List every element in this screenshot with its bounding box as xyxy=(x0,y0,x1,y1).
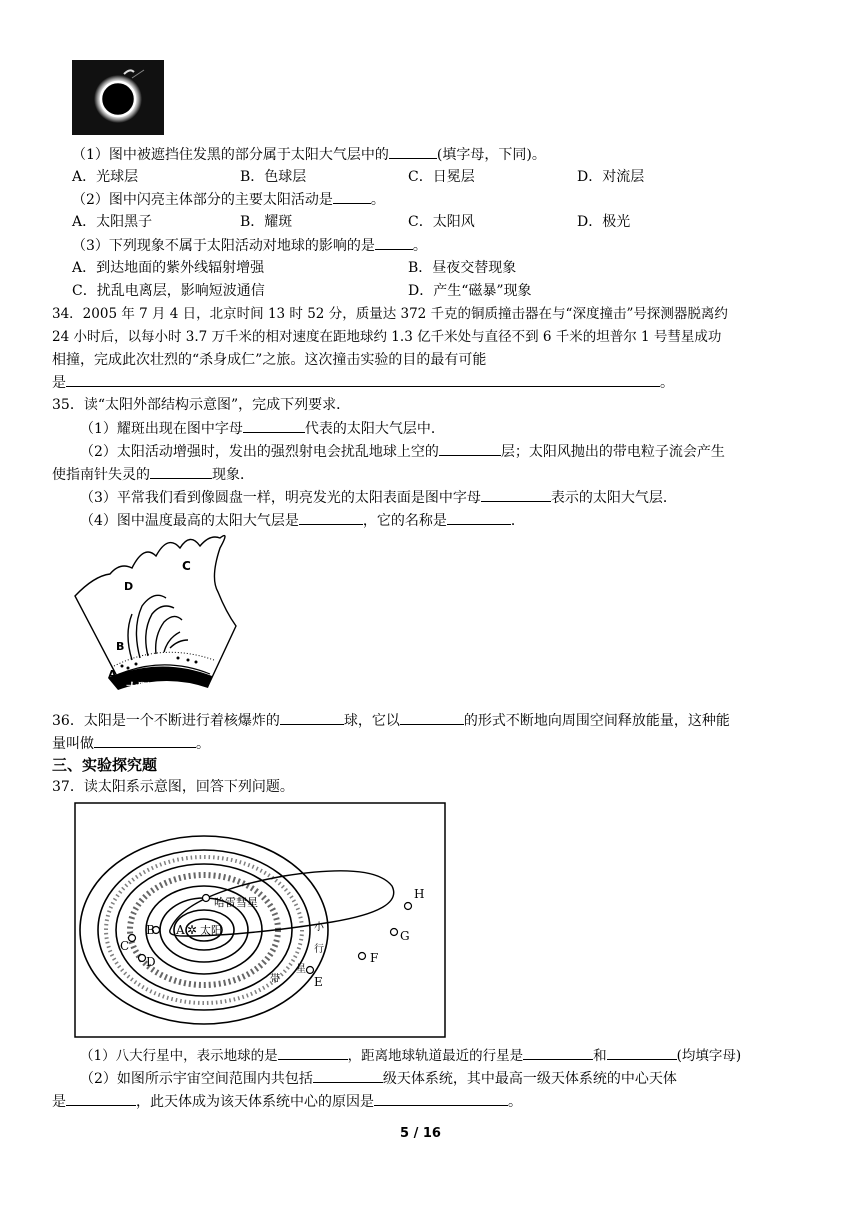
q35-sub2-mid: 层；太阳风抛出的带电粒子流会产生 xyxy=(500,444,725,460)
label-asteroid-belt-4: 带 xyxy=(270,974,280,985)
q33-sub2 xyxy=(72,189,385,210)
q33-opt3-d: D．产生“磁暴”现象 xyxy=(408,283,532,299)
q37-sub1-mid2: 和 xyxy=(593,1048,607,1064)
q36-line2-tail: 。 xyxy=(196,736,210,752)
label-sun: 太阳 xyxy=(200,924,222,937)
q33-opt2-b: B．耀斑 xyxy=(240,214,293,230)
q37-sub2-text: （2）如图所示宇宙空间范围内共包括 xyxy=(80,1071,313,1087)
q35-sub4-mid: ，它的名称是 xyxy=(362,513,447,529)
q33-sub3 xyxy=(72,235,427,256)
label-asteroid-belt-1: 小 xyxy=(314,922,324,933)
q33-opt3-b: B．昼夜交替现象 xyxy=(408,260,517,276)
q35-sub3-text: （3）平常我们看到像圆盘一样，明亮发光的太阳表面是图中字母 xyxy=(80,490,481,506)
label-asteroid-belt-3: 星 xyxy=(296,964,306,975)
q34-line3: 相撞，完成此次壮烈的“杀身成仁”之旅。这次撞击实验的目的最有可能 xyxy=(52,352,487,368)
answer-blank[interactable] xyxy=(243,418,305,433)
label-g: G xyxy=(400,929,410,943)
q33-opt1-b: B．色球层 xyxy=(240,169,307,185)
q33-sub3-tail: 。 xyxy=(412,238,427,254)
q37-sub2b-tail: 。 xyxy=(508,1094,522,1110)
answer-blank[interactable] xyxy=(280,710,344,725)
q33-sub2-tail: 。 xyxy=(370,192,385,208)
label-d: D xyxy=(124,580,134,593)
q33-sub1-text: （1）图中被遮挡住发黑的部分属于太阳大气层中的 xyxy=(72,147,389,163)
q35-sub3 xyxy=(80,487,677,508)
answer-blank[interactable] xyxy=(400,710,464,725)
label-e: E xyxy=(314,975,323,989)
q35-sub1 xyxy=(80,418,445,439)
q35-sub2-text: （2）太阳活动增强时，发出的强烈射电会扰乱地球上空的 xyxy=(80,444,439,460)
sun-icon: ✲ xyxy=(187,923,198,937)
label-halley-comet: 哈雷彗星 xyxy=(214,896,258,909)
answer-blank[interactable] xyxy=(66,372,660,387)
solar-eclipse-photo xyxy=(72,60,164,135)
q33-opt1-d: D．对流层 xyxy=(577,169,645,185)
q35-sub4-tail: ． xyxy=(510,513,525,529)
q33-opt1-c: C．日冕层 xyxy=(408,169,475,185)
label-d: D xyxy=(146,955,156,969)
q37-title: 37．读太阳系示意图，回答下列问题。 xyxy=(52,779,294,795)
q35-sub4-text: （4）图中温度最高的太阳大气层是 xyxy=(80,513,299,529)
answer-blank[interactable] xyxy=(374,1091,508,1106)
q37-sub2-cont xyxy=(52,1091,522,1112)
q33-opt2-a: A．太阳黑子 xyxy=(72,214,153,230)
q33-opt2-c: C．太阳风 xyxy=(408,214,475,230)
q35-sub2 xyxy=(80,441,725,462)
answer-blank[interactable] xyxy=(439,441,501,456)
q35-sub2b-tail: 现象． xyxy=(212,467,254,483)
q34-line4-text: 是 xyxy=(52,375,66,391)
answer-blank[interactable] xyxy=(481,487,551,502)
label-asteroid-belt-2: 行 xyxy=(314,944,324,955)
q35-sub2-cont xyxy=(52,464,254,485)
label-a: A xyxy=(108,668,117,681)
answer-blank[interactable] xyxy=(278,1045,348,1060)
q36-line2 xyxy=(52,733,210,754)
q37-sub1 xyxy=(80,1045,741,1066)
answer-blank[interactable] xyxy=(299,510,363,525)
label-c: C xyxy=(120,939,130,953)
label-f: F xyxy=(370,951,379,965)
q34-line4-tail: 。 xyxy=(660,375,674,391)
answer-blank[interactable] xyxy=(150,464,212,479)
q35-title: 35．读“太阳外部结构示意图”，完成下列要求． xyxy=(52,397,351,413)
answer-blank[interactable] xyxy=(375,235,413,250)
q36-line2-text: 量叫做 xyxy=(52,736,94,752)
solar-system-diagram xyxy=(74,802,446,1038)
q35-sub1-text: （1）耀斑出现在图中字母 xyxy=(80,421,243,437)
q37-sub1-mid1: ，距离地球轨道最近的行星是 xyxy=(347,1048,524,1064)
q33-opt2-d: D．极光 xyxy=(577,214,631,230)
q33-sub1 xyxy=(72,144,546,165)
label-h: H xyxy=(414,887,425,901)
q36-text: 36．太阳是一个不断进行着核爆炸的 xyxy=(52,713,280,729)
q37-sub2-mid: 级天体系统，其中最高一级天体系统的中心天体 xyxy=(382,1071,677,1087)
label-b: B xyxy=(116,640,125,653)
q36-mid2: 的形式不断地向周围空间释放能量，这种能 xyxy=(463,713,730,729)
q35-sub2b-text: 使指南针失灵的 xyxy=(52,467,150,483)
label-b: B xyxy=(146,923,155,937)
q33-opt3-c: C．扰乱电离层，影响短波通信 xyxy=(72,283,265,299)
answer-blank[interactable] xyxy=(313,1068,383,1083)
answer-blank[interactable] xyxy=(607,1045,677,1060)
q34-line1: 34．2005 年 7 月 4 日，北京时间 13 时 52 分，质量达 372 千克的铜质撞击器在与“深度撞击”号探测器脱离约 xyxy=(52,306,728,322)
answer-blank[interactable] xyxy=(94,733,196,748)
label-c: C xyxy=(182,559,191,573)
q37-sub2b-mid: ，此天体成为该天体系统中心的原因是 xyxy=(136,1094,374,1110)
q35-sub1-tail: 代表的太阳大气层中． xyxy=(304,421,445,437)
label-sun-interior: 太阳内部 xyxy=(126,681,175,695)
q33-sub2-text: （2）图中闪亮主体部分的主要太阳活动是 xyxy=(72,192,333,208)
q37-sub1-tail: (均填字母) xyxy=(676,1048,742,1064)
q34-line4 xyxy=(52,372,674,393)
q37-sub1-text: （1）八大行星中，表示地球的是 xyxy=(80,1048,278,1064)
section-heading: 三、实验探究题 xyxy=(52,756,158,774)
q37-sub2b-text: 是 xyxy=(52,1094,66,1110)
q37-sub2 xyxy=(80,1068,677,1089)
q36-line1 xyxy=(52,710,730,731)
q33-sub1-tail: (填字母，下同)。 xyxy=(436,147,546,163)
q36-mid1: 球，它以 xyxy=(343,713,400,729)
q33-opt3-a: A．到达地面的紫外线辐射增强 xyxy=(72,260,265,276)
answer-blank[interactable] xyxy=(523,1045,593,1060)
answer-blank[interactable] xyxy=(389,144,437,159)
q33-sub3-text: （3）下列现象不属于太阳活动对地球的影响的是 xyxy=(72,238,375,254)
page-number: 5 / 16 xyxy=(400,1126,441,1141)
answer-blank[interactable] xyxy=(333,189,371,204)
answer-blank[interactable] xyxy=(66,1091,136,1106)
q33-opt1-a: A．光球层 xyxy=(72,169,139,185)
answer-blank[interactable] xyxy=(447,510,511,525)
sun-structure-diagram xyxy=(70,528,245,700)
label-a: A xyxy=(176,923,185,937)
q34-line2: 24 小时后，以每小时 3.7 万千米的相对速度在距地球约 1.3 亿千米处与直径不到 6 千米的坦普尔 1 号彗星成功 xyxy=(52,329,722,345)
q35-sub3-tail: 表示的太阳大气层． xyxy=(550,490,677,506)
